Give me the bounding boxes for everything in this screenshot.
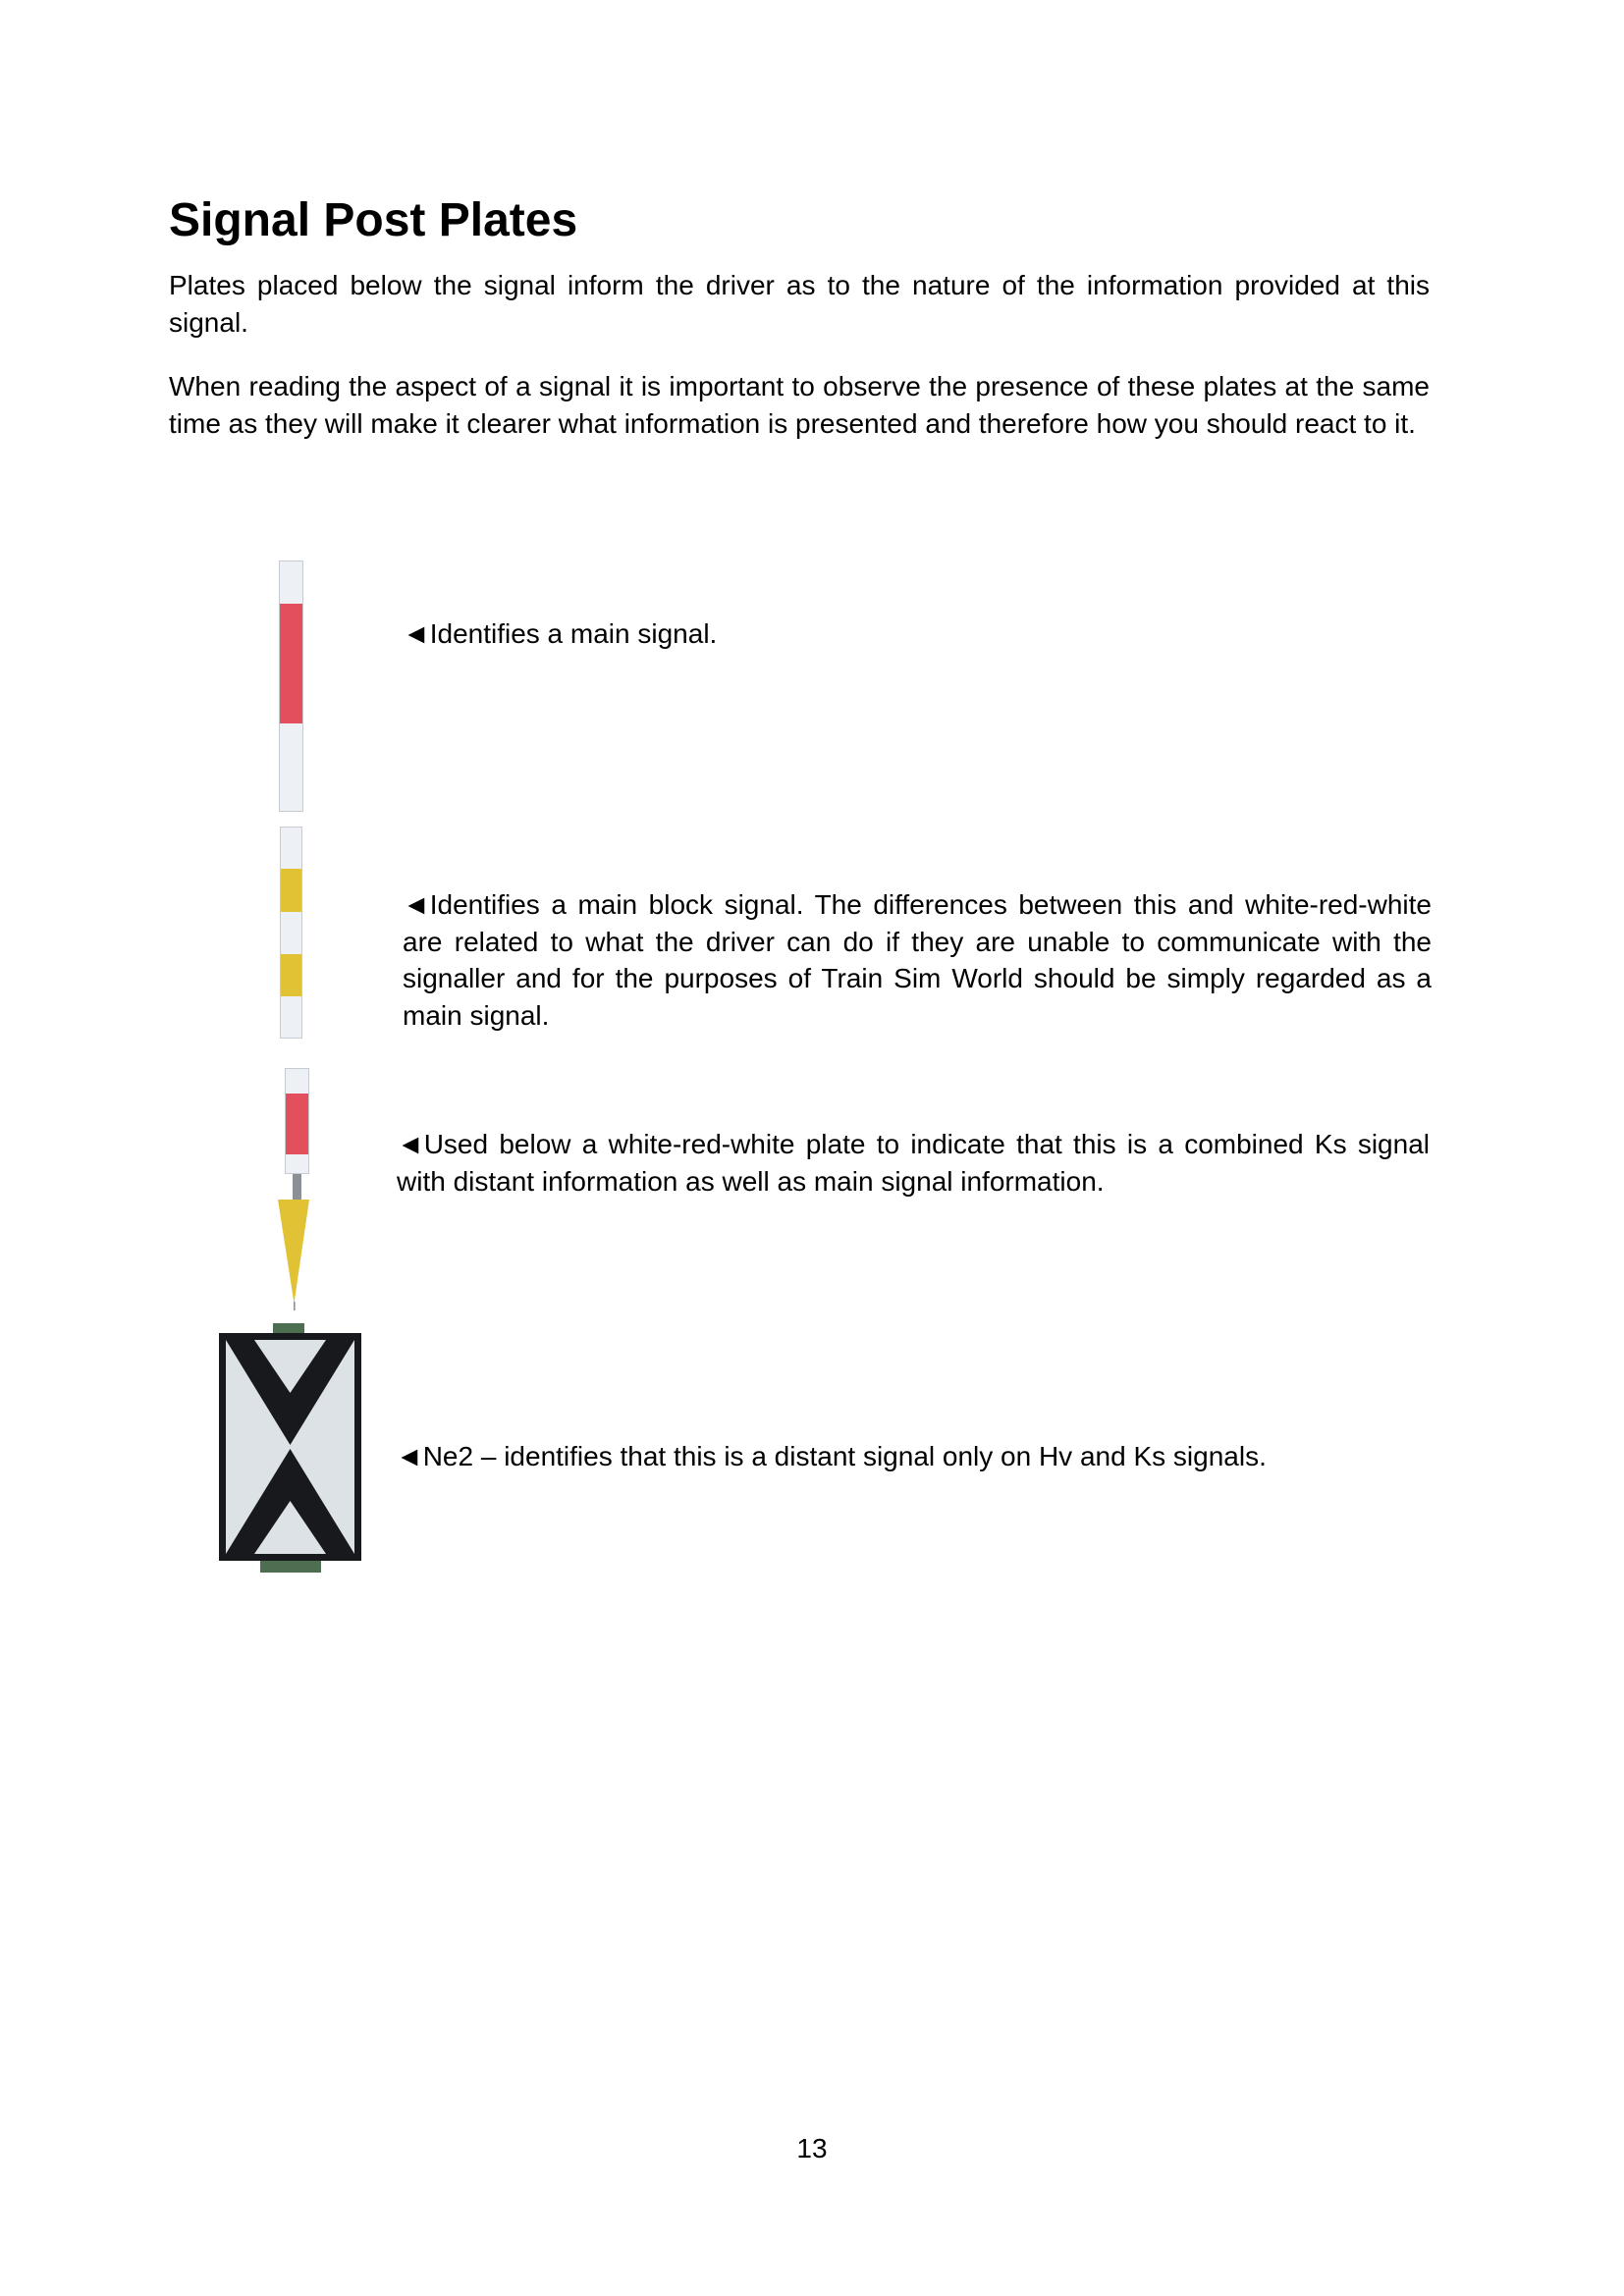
red-band <box>280 604 302 723</box>
yellow-band-upper <box>281 869 301 912</box>
plate-caption-main-block-signal: ◄Identifies a main block signal. The differences between this and white-red-white are related to what the driver can do if they are unable to communicate with the signaller and for the purposes of Train Sim World should be simply regarded as a main signal. <box>403 889 1432 1031</box>
white-red-white-plate-image <box>279 561 303 812</box>
combined-ks-plate-image <box>276 1068 311 1311</box>
plate-caption-combined-ks: ◄Used below a white-red-white plate to indicate that this is a combined Ks signal with distant information as well as main signal information. <box>397 1129 1430 1197</box>
white-yellow-white-plate-image <box>280 827 302 1039</box>
ne2-plate-image <box>217 1323 364 1573</box>
intro-paragraph-2: When reading the aspect of a signal it is important to observe the presence of these plates at the same time as they will make it clearer what information is presented and therefore how you should react to it. <box>169 371 1430 439</box>
mounting-pole <box>293 1174 301 1200</box>
page-title: Signal Post Plates <box>169 194 578 246</box>
red-band <box>286 1094 308 1154</box>
page-number: 13 <box>796 2133 828 2163</box>
yellow-spike <box>278 1200 309 1304</box>
spike-tip <box>294 1302 296 1310</box>
board-face <box>226 1340 354 1554</box>
bottom-bracket <box>260 1559 321 1573</box>
intro-paragraph-1: Plates placed below the signal inform the driver as to the nature of the information provided at this signal. <box>169 270 1430 338</box>
yellow-band-lower <box>281 954 301 996</box>
plate-caption-ne2: ◄Ne2 – identifies that this is a distant signal only on Hv and Ks signals. <box>396 1441 1267 1471</box>
plate-caption-main-signal: ◄Identifies a main signal. <box>403 618 718 649</box>
